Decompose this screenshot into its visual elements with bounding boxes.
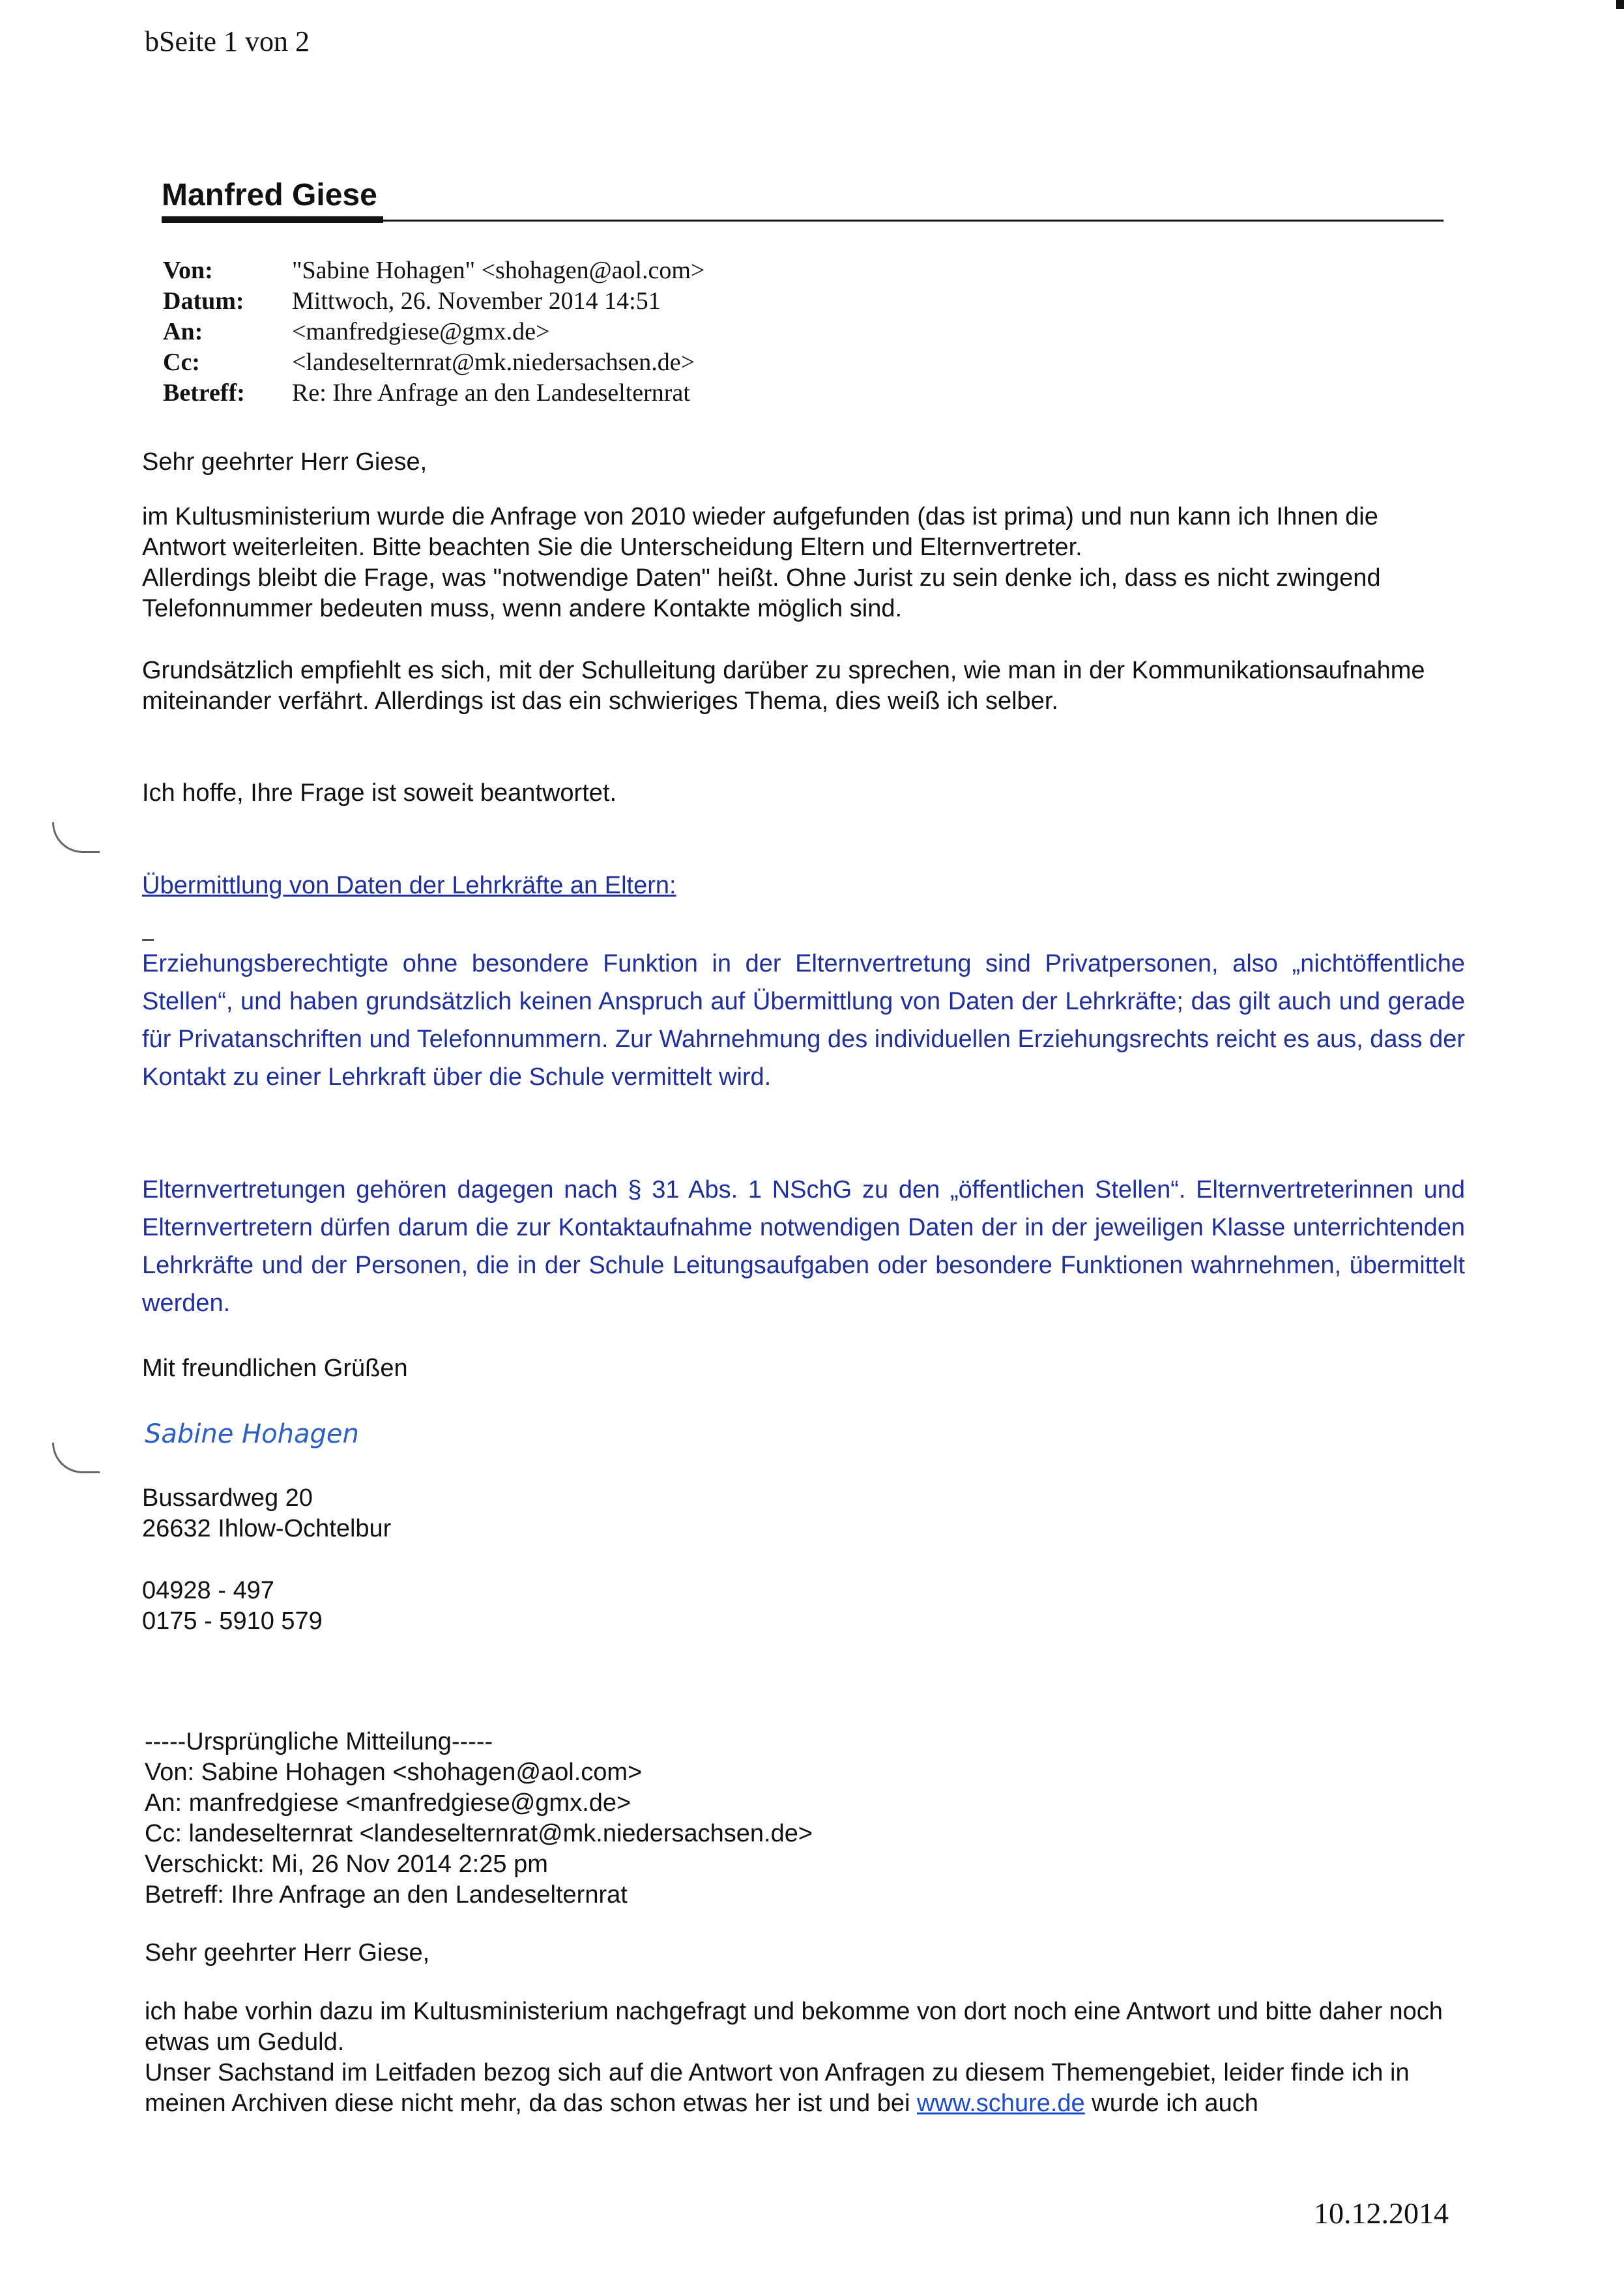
phone-block bbox=[142, 1576, 323, 1637]
quote-heading: Übermittlung von Daten der Lehrkräfte an Eltern: bbox=[142, 872, 676, 899]
original-message-header bbox=[145, 1727, 813, 1910]
header-row-subject bbox=[163, 378, 704, 409]
page-header: bSeite 1 von 2 bbox=[145, 25, 310, 57]
scan-edge-mark bbox=[1616, 0, 1624, 9]
quote-dash bbox=[142, 939, 154, 941]
phone-line: 0175 - 5910 579 bbox=[142, 1608, 323, 1635]
original-greeting: Sehr geehrter Herr Giese, bbox=[145, 1939, 430, 1967]
original-paragraph: ich habe vorhin dazu im Kultusministerium nachgefragt und bekomme von dort noch eine Antwort und bitte daher noch etwas um Geduld. bbox=[145, 1998, 1443, 2056]
header-value: "Sabine Hohagen" <shohagen@aol.com> bbox=[292, 257, 705, 284]
phone-line: 04928 - 497 bbox=[142, 1577, 274, 1604]
original-header-line: Betreff: Ihre Anfrage an den Landeselternrat bbox=[145, 1881, 628, 1909]
body-paragraph: Grundsätzlich empfiehlt es sich, mit der Schulleitung darüber zu sprechen, wie man in der Kommunikationsaufnahme miteinander verfährt. Allerdings ist das ein schwieriges Thema, dies weiß ich selber. bbox=[142, 657, 1425, 715]
address-line: Bussardweg 20 bbox=[142, 1484, 313, 1512]
header-key: Datum: bbox=[163, 287, 244, 315]
original-header-line: An: manfredgiese <manfredgiese@gmx.de> bbox=[145, 1789, 631, 1817]
schure-link[interactable]: www.schure.de bbox=[917, 2090, 1085, 2117]
original-header-line: Von: Sabine Hohagen <shohagen@aol.com> bbox=[145, 1759, 643, 1786]
header-row-to bbox=[163, 317, 704, 347]
sender-title: Manfred Giese bbox=[162, 178, 377, 212]
body-paragraph: Allerdings bleibt die Frage, was "notwendige Daten" heißt. Ohne Jurist zu sein denke ich, dass es nicht zwingend Telefonnummer bedeuten muss, wenn andere Kontakte möglich sind. bbox=[142, 564, 1381, 622]
email-header-table bbox=[163, 255, 704, 409]
header-value: <landeselternrat@mk.niedersachsen.de> bbox=[292, 349, 695, 376]
header-row-cc bbox=[163, 347, 704, 378]
original-header-line: Cc: landeselternrat <landeselternrat@mk.niedersachsen.de> bbox=[145, 1820, 813, 1847]
original-header-line: Verschickt: Mi, 26 Nov 2014 2:25 pm bbox=[145, 1851, 548, 1878]
header-row-from bbox=[163, 255, 704, 286]
header-value: Re: Ihre Anfrage an den Landeselternrat bbox=[292, 379, 690, 407]
original-paragraph bbox=[145, 2058, 1481, 2119]
punch-hole-mark-top bbox=[52, 822, 100, 853]
header-key: Cc: bbox=[163, 349, 200, 376]
signature: Sabine Hohagen bbox=[145, 1419, 359, 1449]
title-rule-accent bbox=[162, 216, 383, 223]
punch-hole-mark-bottom bbox=[52, 1443, 100, 1473]
page-date: 10.12.2014 bbox=[1314, 2197, 1449, 2230]
address-block bbox=[142, 1483, 391, 1544]
quote-paragraph: Erziehungsberechtigte ohne besondere Funktion in der Elternvertretung sind Privatpersonen, also „nichtöffentliche Stellen“, und haben grundsätzlich keinen Anspruch auf Übermittlung von Daten der Lehrkräfte; das gilt auch und gerade für Privatanschriften und Telefonnummern. Zur Wahrnehmung des individuellen Erziehungsrechts reicht es aus, dass der Kontakt zu einer Lehrkraft über die Schule vermittelt wird. bbox=[142, 950, 1465, 1091]
body-paragraph: Ich hoffe, Ihre Frage ist soweit beantwortet. bbox=[142, 779, 617, 807]
header-key: Von: bbox=[163, 257, 213, 284]
original-paragraph-text: wurde ich auch bbox=[1084, 2090, 1258, 2117]
original-message-separator: -----Ursprüngliche Mitteilung----- bbox=[145, 1728, 493, 1755]
body-paragraph: im Kultusministerium wurde die Anfrage von 2010 wieder aufgefunden (das ist prima) und nun kann ich Ihnen die Antwort weiterleiten. Bitte beachten Sie die Unterscheidung Eltern und Elternvertreter. bbox=[142, 503, 1378, 561]
greeting: Sehr geehrter Herr Giese, bbox=[142, 448, 428, 476]
header-row-date bbox=[163, 286, 704, 317]
header-value: <manfredgiese@gmx.de> bbox=[292, 318, 550, 345]
address-line: 26632 Ihlow-Ochtelbur bbox=[142, 1515, 392, 1542]
original-paragraph-text: Unser Sachstand im Leitfaden bezog sich auf die Antwort von Anfragen zu diesem Themengebiet, leider finde ich in meinen Archiven diese nicht mehr, da das schon etwas her ist und bei bbox=[145, 2059, 1410, 2117]
header-key: Betreff: bbox=[163, 379, 245, 407]
header-key: An: bbox=[163, 318, 203, 345]
closing: Mit freundlichen Grüßen bbox=[142, 1355, 408, 1382]
header-value: Mittwoch, 26. November 2014 14:51 bbox=[292, 287, 661, 315]
quote-paragraph: Elternvertretungen gehören dagegen nach § 31 Abs. 1 NSchG zu den „öffentlichen Stellen“. Elternvertreterinnen und Elternvertretern dürfen darum die zur Kontaktaufnahme notwendigen Daten der in der jeweiligen Klasse unterrichtenden Lehrkräfte und der Personen, die in der Schule Leitungsaufgaben oder besondere Funktionen wahrnehmen, übermittelt werden. bbox=[142, 1176, 1465, 1317]
